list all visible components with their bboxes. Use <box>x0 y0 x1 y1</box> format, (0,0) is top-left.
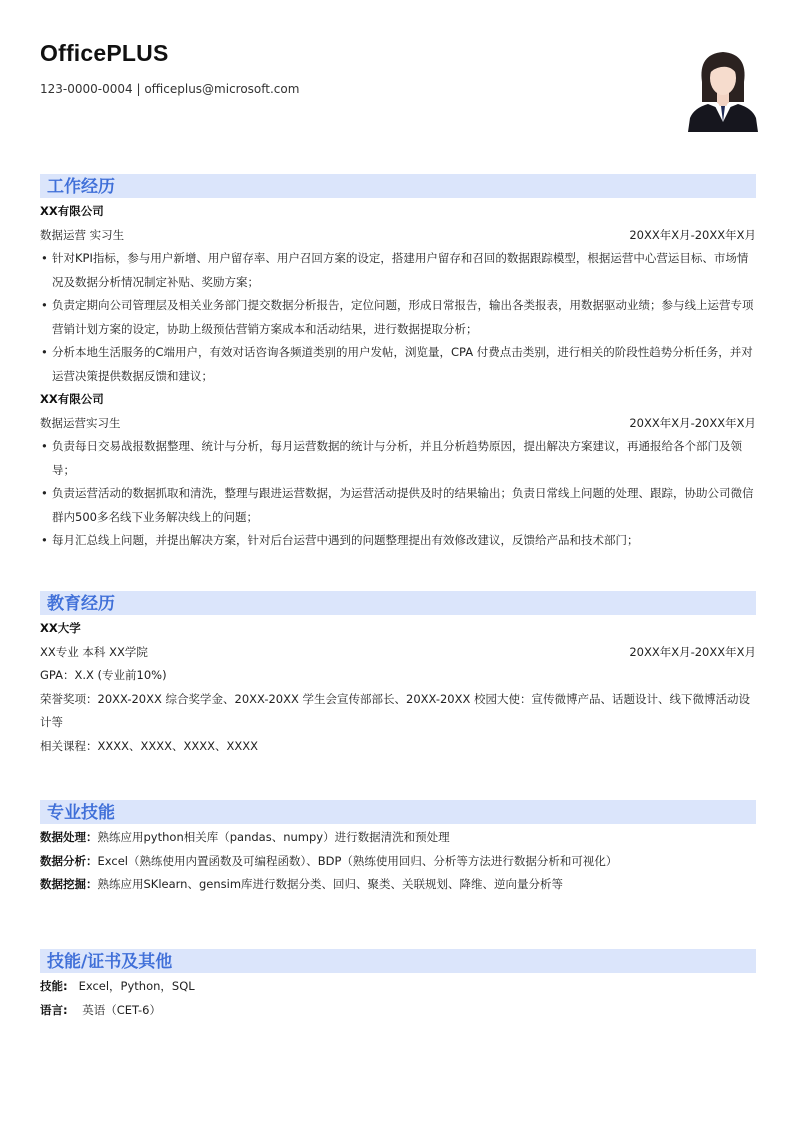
skill-text: Excel（熟练使用内置函数及可编程函数）、BDP（熟练使用回归、分析等方法进行数据分析和可视化） <box>97 853 618 868</box>
company-name: XX有限公司 <box>40 392 104 406</box>
job-bullet: • 每月汇总线上问题，并提出解决方案，针对后台运营中遇到的问题整理提出有效修改建议，反馈给产品和技术部门； <box>40 529 756 553</box>
company-name: XX有限公司 <box>40 204 104 218</box>
gpa: GPA：X.X (专业前10%) <box>40 668 167 682</box>
section-header <box>40 174 756 198</box>
degree-major: XX专业 本科 XX学院 <box>40 644 148 659</box>
skill-item <box>40 826 756 850</box>
candidate-name: OfficePLUS <box>40 40 169 66</box>
job-bullet: • 负责每日交易战报数据整理、统计与分析，每月运营数据的统计与分析，并且分析趋势原因，提出解决方案建议，再通报给各个部门及领导； <box>40 435 756 482</box>
other-text: 英语（CET-6） <box>82 1002 161 1017</box>
skill-item <box>40 873 756 897</box>
job-bullet: • 负责运营活动的数据抓取和清洗，整理与跟进运营数据，为运营活动提供及时的结果输出；负责日常线上问题的处理、跟踪，协助公司微信群内500多名线下业务解决线上的问题； <box>40 482 756 529</box>
job-row <box>40 412 756 436</box>
skill-item <box>40 850 756 874</box>
contact-info: 123-0000-0004 | officeplus@microsoft.com <box>40 82 300 96</box>
school-name: XX大学 <box>40 621 81 635</box>
section-title: 技能/证书及其他 <box>47 952 173 972</box>
education-section <box>40 591 756 758</box>
section-title: 教育经历 <box>47 594 115 614</box>
section-header <box>40 800 756 824</box>
honors: 荣誉奖项：20XX-20XX 综合奖学金、20XX-20XX 学生会宣传部部长、20XX-20XX 校园大使：宣传微博产品、话题设计、线下微博活动设计等 <box>40 691 751 729</box>
other-item <box>40 999 756 1023</box>
section-title: 工作经历 <box>47 177 115 197</box>
job-dates: 20XX年X月-20XX年X月 <box>629 415 756 430</box>
other-item <box>40 975 756 999</box>
skills-section <box>40 800 756 897</box>
skill-label: 数据分析： <box>40 853 98 868</box>
job-role: 数据运营实习生 <box>40 415 121 430</box>
job-bullet: • 分析本地生活服务的C端用户，有效对话咨询各频道类别的用户发帖，浏览量，CPA 付费点击类别，进行相关的阶段性趋势分析任务，并对运营决策提供数据反馈和建议； <box>40 341 756 388</box>
courses: 相关课程：XXXX、XXXX、XXXX、XXXX <box>40 738 259 753</box>
job-row <box>40 224 756 248</box>
skill-label: 数据处理： <box>40 830 98 844</box>
avatar <box>688 40 758 132</box>
work-experience-section <box>40 174 756 553</box>
other-section <box>40 949 756 1022</box>
job-bullet: • 针对KPI指标，参与用户新增、用户留存率、用户召回方案的设定，搭建用户留存和召回的数据跟踪模型，根据运营中心营运目标、市场情况及数据分析情况制定补贴、奖励方案； <box>40 247 756 294</box>
other-label: 技能: <box>40 979 68 993</box>
skill-label: 数据挖掘： <box>40 877 98 891</box>
other-text: Excel，Python，SQL <box>78 979 195 993</box>
section-title: 专业技能 <box>47 803 115 823</box>
skill-text: 熟练应用SKlearn、gensim库进行数据分类、回归、聚类、关联规划、降维、逆向量分析等 <box>97 877 564 891</box>
degree-row <box>40 641 756 665</box>
skill-text: 熟练应用python相关库（pandas、numpy）进行数据清洗和预处理 <box>97 830 450 844</box>
other-label: 语言: <box>40 1002 68 1017</box>
section-header <box>40 591 756 615</box>
section-header <box>40 949 756 973</box>
job-role: 数据运营 实习生 <box>40 227 125 242</box>
job-bullet: • 负责定期向公司管理层及相关业务部门提交数据分析报告，定位问题，形成日常报告，输出各类报表，用数据驱动业绩；参与线上运营专项营销计划方案的设定，协助上级预估营销方案成本和活动结果，进行数据提取分析； <box>40 294 756 341</box>
education-dates: 20XX年X月-20XX年X月 <box>629 644 756 659</box>
job-dates: 20XX年X月-20XX年X月 <box>629 227 756 242</box>
